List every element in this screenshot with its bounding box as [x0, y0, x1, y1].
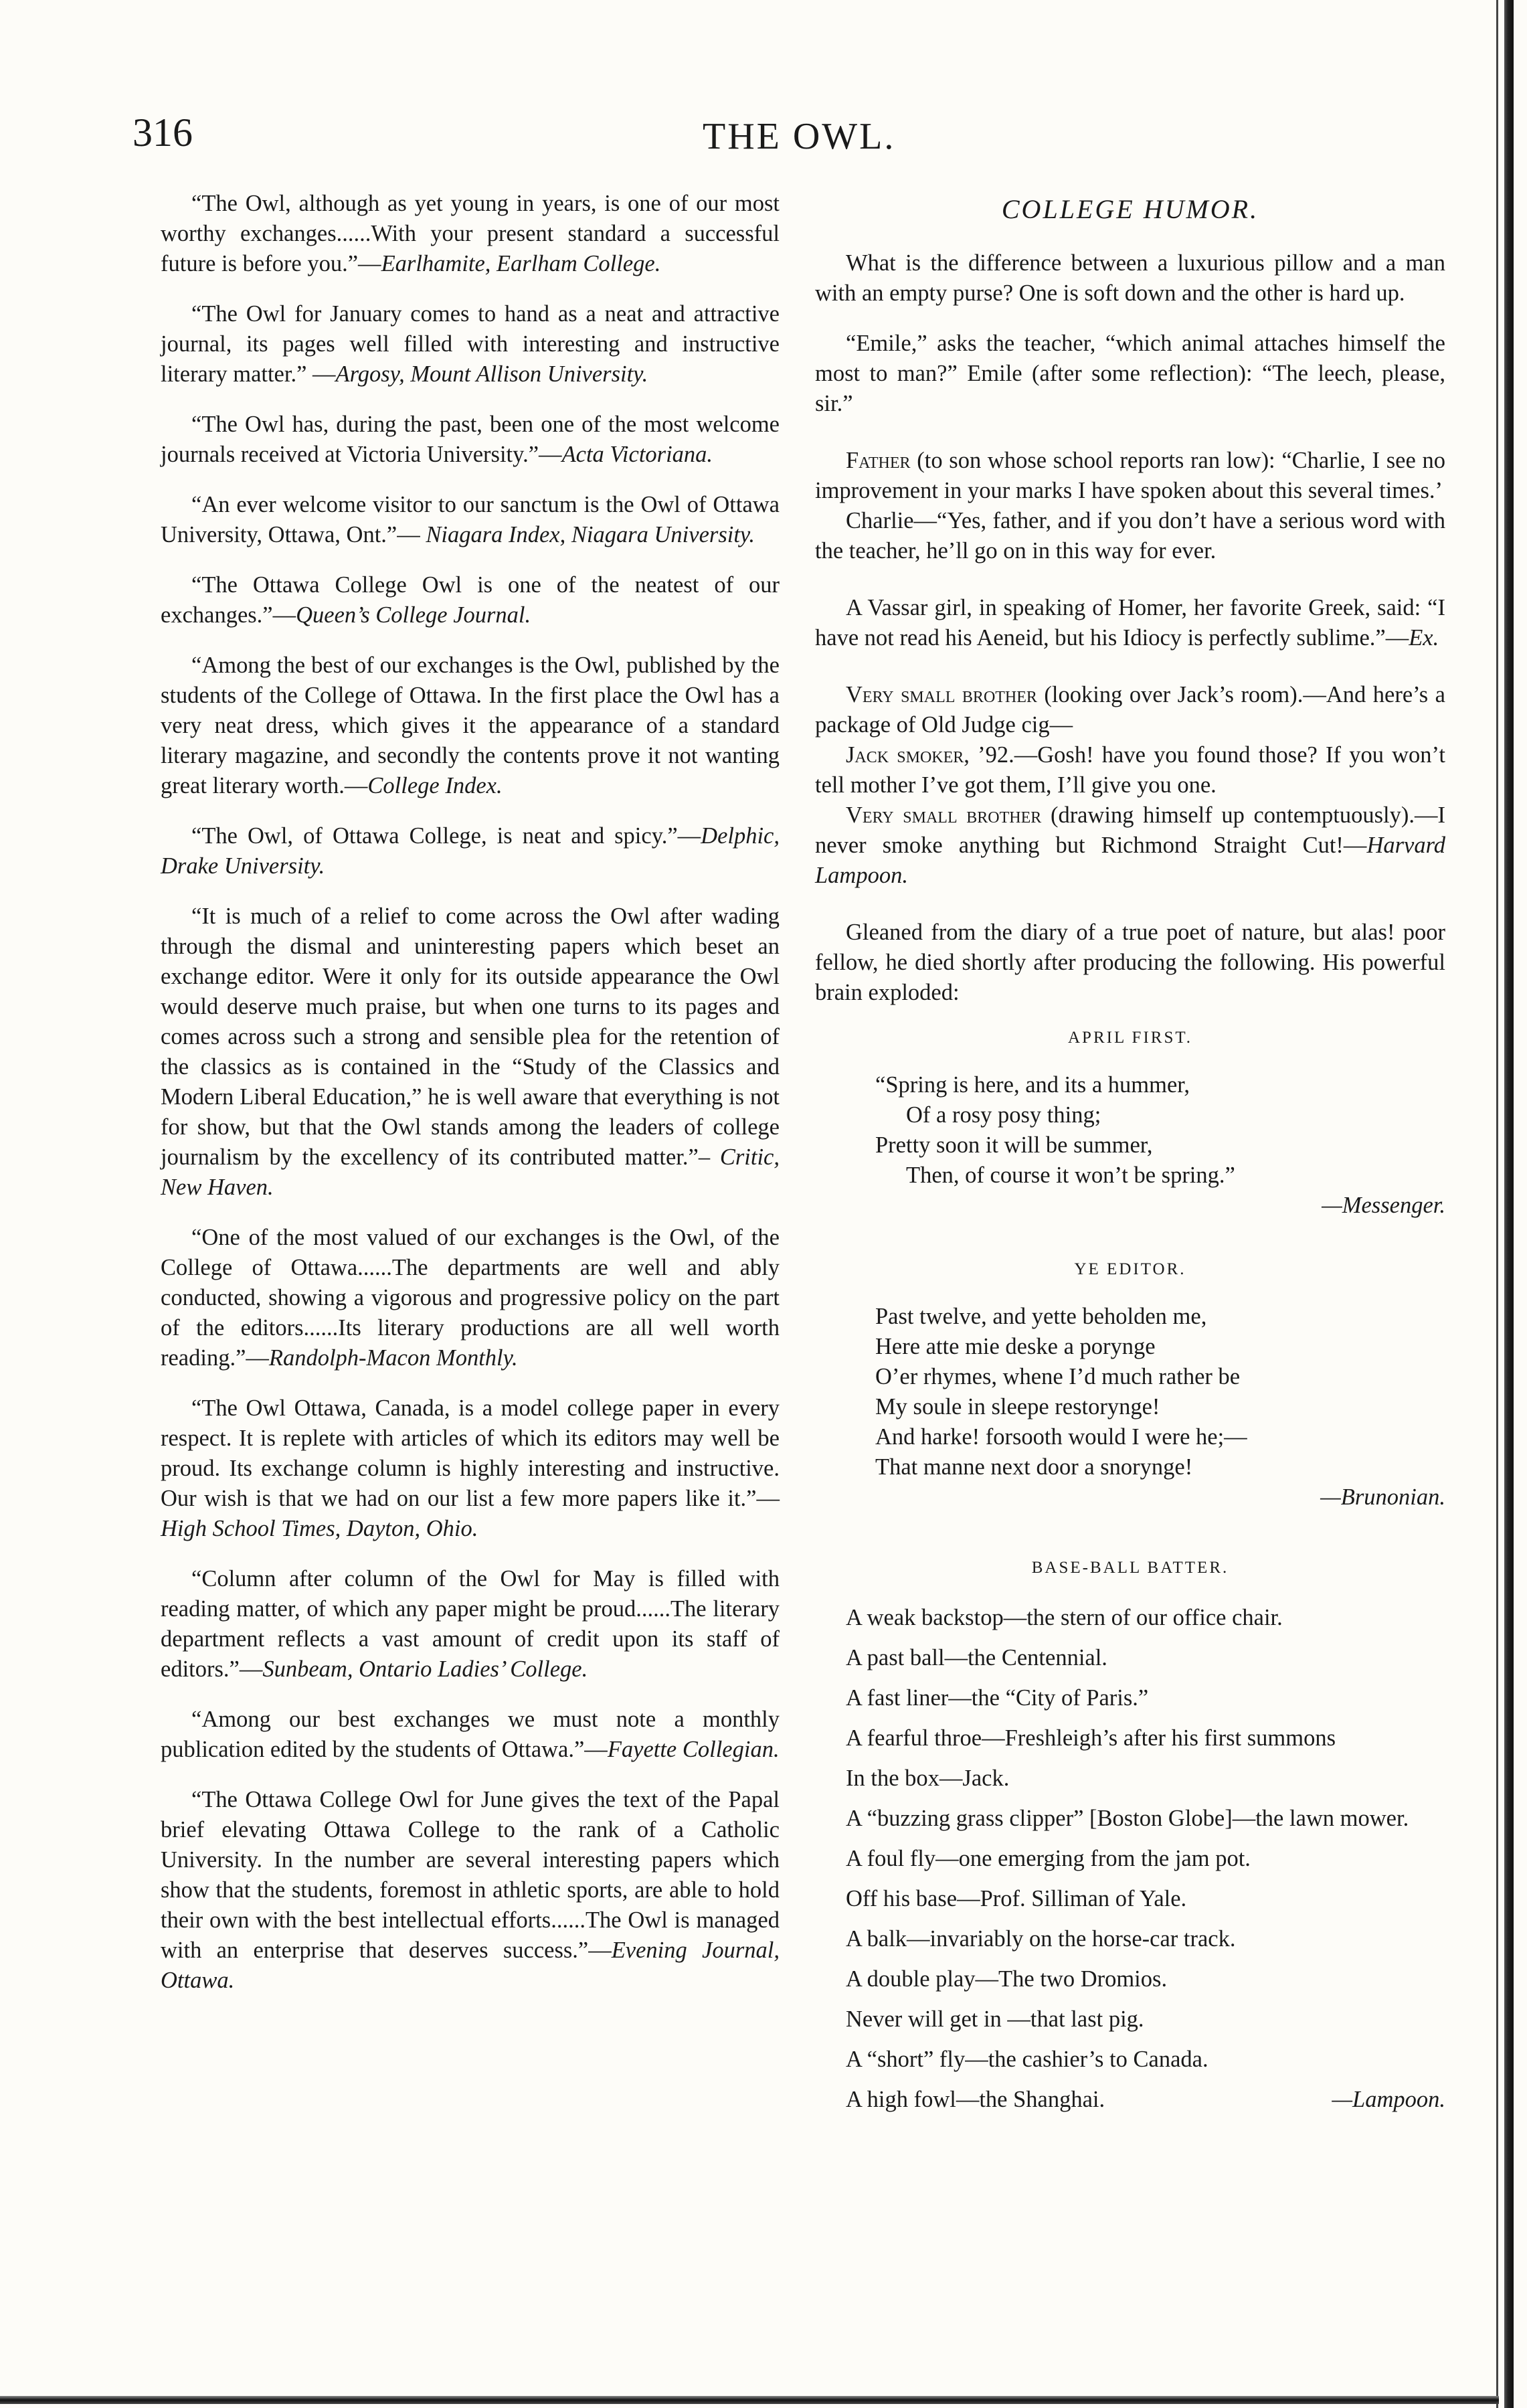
- vassar-joke: A Vassar girl, in speaking of Homer, her favorite Greek, said: “I have not read his Aeneid, but his Idiocy is perfectly sublime.”—Ex.: [815, 595, 1445, 651]
- left-column: [161, 189, 780, 2016]
- brother-dialogue-reply: Jack smoker, ’92.—Gosh! have you found those? If you won’t tell mother I’ve got them, I’ll give you one.: [815, 742, 1445, 798]
- running-title: THE OWL.: [703, 116, 896, 157]
- poem-source: —Brunonian.: [1320, 1484, 1445, 1510]
- exchange-notice: “One of the most valued of our exchanges is the Owl, of the College of Ottawa......The departments are well and ably conducted, showing a vigorous and progressive policy on the part of the editors......Its literary productions are all well worth reading.”—Randolph-Macon Monthly.: [161, 1225, 780, 1371]
- april-first-poem: [875, 1070, 1445, 1221]
- father-dialogue: Father (to son whose school reports ran low): “Charlie, I see no improvement in your marks I have spoken about this several times.’: [815, 448, 1445, 503]
- poem-line: Then, of course it won’t be spring.”: [906, 1163, 1235, 1188]
- joke-paragraph: What is the difference between a luxurious pillow and a man with an empty purse? One is soft down and the other is hard up.: [815, 250, 1445, 306]
- batter-item: A fast liner—the “City of Paris.”: [846, 1685, 1149, 1711]
- batter-item: A balk—invariably on the horse-car track.: [846, 1926, 1236, 1952]
- poem-line: “Spring is here, and its a hummer,: [875, 1072, 1190, 1098]
- exchange-notice: “The Owl for January comes to hand as a neat and attractive journal, its pages well filled with interesting and instructive literary matter.” —Argosy, Mount Allison University.: [161, 301, 780, 387]
- exchange-notice: “The Owl has, during the past, been one of the most welcome journals received at Victoria University.”—Acta Victoriana.: [161, 412, 780, 467]
- batter-source: —Lampoon.: [1332, 2087, 1445, 2112]
- batter-item: A past ball—the Centennial.: [846, 1645, 1107, 1670]
- right-edge-thin-rule: [1496, 0, 1498, 2408]
- brother-dialogue-close: Very small brother (drawing himself up contemptuously).—I never smoke anything but Richmond Straight Cut!—Harvard Lampoon.: [815, 802, 1445, 888]
- poem-line: Here atte mie deske a porynge: [875, 1334, 1156, 1359]
- poem-line: That manne next door a snorynge!: [875, 1454, 1193, 1480]
- batter-item: A fearful throe—Freshleigh’s after his first summons: [846, 1725, 1336, 1751]
- bottom-edge-rule: [0, 2396, 1499, 2404]
- exchange-notice: “Among the best of our exchanges is the Owl, published by the students of the College of Ottawa. In the first place the Owl has a very neat dress, which gives it the appearance of a standard literary magazine, and secondly the contents prove it not wanting great literary worth.—College Index.: [161, 653, 780, 798]
- april-first-title: APRIL FIRST.: [1067, 1029, 1193, 1047]
- base-ball-batter-list: [815, 1603, 1445, 2115]
- exchange-notice: “The Ottawa College Owl for June gives the text of the Papal brief elevating Ottawa College to the rank of a Catholic University. In the number are several interesting papers which show that the students, foremost in athletic sports, are able to hold their own with the best intellectual efforts......The Owl is managed with an enterprise that deserves success.”—Evening Journal, Ottawa.: [161, 1787, 780, 1993]
- poem-line: Of a rosy posy thing;: [906, 1102, 1101, 1128]
- poem-line: Pretty soon it will be summer,: [875, 1132, 1153, 1158]
- batter-item: Off his base—Prof. Silliman of Yale.: [846, 1886, 1187, 1911]
- poet-intro: Gleaned from the diary of a true poet of nature, but alas! poor fellow, he died shortly after producing the following. His powerful brain exploded:: [815, 920, 1445, 1005]
- joke-paragraph: “Emile,” asks the teacher, “which animal attaches himself the most to man?” Emile (after some reflection): “The leech, please, sir.”: [815, 331, 1445, 416]
- ye-editor-poem: [875, 1302, 1445, 1513]
- batter-item: A double play—The two Dromios.: [846, 1966, 1168, 1992]
- exchange-notice: “Among our best exchanges we must note a monthly publication edited by the students of Ottawa.”—Fayette Collegian.: [161, 1707, 780, 1762]
- batter-item: A “short” fly—the cashier’s to Canada.: [846, 2047, 1208, 2072]
- exchange-notice: “Column after column of the Owl for May is filled with reading matter, of which any paper might be proud......The literary department reflects a vast amount of credit upon its staff of editors.”—Sunbeam, Ontario Ladies’ College.: [161, 1566, 780, 1682]
- ye-editor-title: YE EDITOR.: [1074, 1260, 1186, 1278]
- exchange-notice: “The Owl, although as yet young in years, is one of our most worthy exchanges......With your present standard a successful future is before you.”—Earlhamite, Earlham College.: [161, 191, 780, 276]
- poem-line: Past twelve, and yette beholden me,: [875, 1304, 1207, 1329]
- father-dialogue-reply: Charlie—“Yes, father, and if you don’t have a serious word with the teacher, he’ll go on in this way for ever.: [815, 508, 1445, 564]
- exchange-notice: “An ever welcome visitor to our sanctum is the Owl of Ottawa University, Ottawa, Ont.”— Niagara Index, Niagara University.: [161, 492, 780, 547]
- exchange-notice: “The Owl Ottawa, Canada, is a model college paper in every respect. It is replete with articles of which its editors may well be proud. Its exchange column is highly interesting and instructive. Our wish is that we had on our list a few more papers like it.”—High School Times, Dayton, Ohio.: [161, 1395, 780, 1541]
- batter-item: In the box—Jack.: [846, 1766, 1010, 1791]
- exchange-notice: “It is much of a relief to come across the Owl after wading through the dismal and uninteresting papers which beset an exchange editor. Were it only for its outside appearance the Owl would deserve much praise, but when one turns to its pages and comes across such a strong and sensible plea for the retention of the classics as is contained in the “Study of the Classics and Modern Liberal Education,” he is well aware that everything is not for show, but that the Owl stands among the leaders of college journalism by the excellency of its contributed matter.”– Critic, New Haven.: [161, 904, 780, 1200]
- poem-line: And harke! forsooth would I were he;—: [875, 1424, 1247, 1450]
- poem-source: —Messenger.: [1322, 1193, 1445, 1218]
- batter-item: A “buzzing grass clipper” [Boston Globe]—the lawn mower.: [846, 1806, 1409, 1831]
- base-ball-batter-title: BASE-BALL BATTER.: [1031, 1559, 1229, 1577]
- brother-dialogue: Very small brother (looking over Jack’s room).—And here’s a package of Old Judge cig—: [815, 682, 1445, 738]
- right-edge-rule: [1504, 0, 1514, 2408]
- batter-item: A weak backstop—the stern of our office chair.: [846, 1605, 1283, 1630]
- batter-item: Never will get in —that last pig.: [846, 2006, 1144, 2032]
- exchange-notice: “The Owl, of Ottawa College, is neat and spicy.”—Delphic, Drake University.: [161, 823, 780, 879]
- college-humor-heading: COLLEGE HUMOR.: [1001, 194, 1259, 224]
- poem-line: O’er rhymes, whene I’d much rather be: [875, 1364, 1241, 1389]
- right-column: [815, 189, 1445, 2125]
- batter-item: A foul fly—one emerging from the jam pot.: [846, 1846, 1251, 1871]
- page-number: 316: [132, 110, 193, 155]
- exchange-notice: “The Ottawa College Owl is one of the neatest of our exchanges.”—Queen’s College Journal.: [161, 572, 780, 628]
- poem-line: My soule in sleepe restorynge!: [875, 1394, 1160, 1420]
- batter-item: A high fowl—the Shanghai. —Lampoon.: [815, 2085, 1445, 2115]
